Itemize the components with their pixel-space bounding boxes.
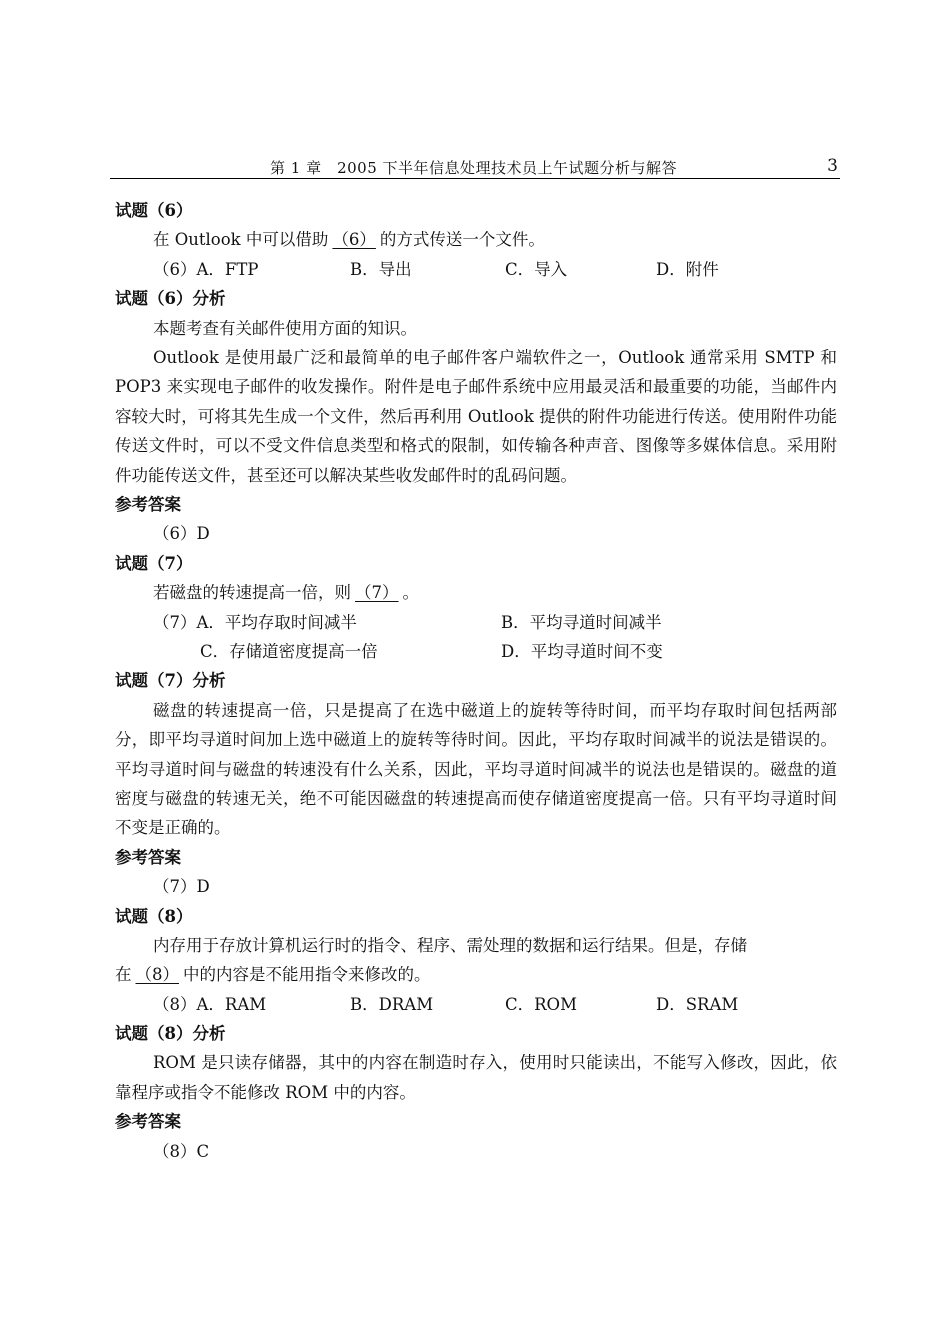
question-7-stem-after: 。 — [402, 583, 419, 603]
question-8-option-b: B．DRAM — [350, 994, 434, 1014]
question-7-answer-heading: 参考答案 — [115, 847, 181, 867]
question-8-blank: （8） — [135, 965, 179, 985]
question-7-option-b: B．平均寻道时间减半 — [501, 612, 662, 632]
question-7-analysis-heading: 试题（7）分析 — [115, 671, 226, 691]
question-6-option-d: D．附件 — [656, 259, 719, 279]
question-6-analysis-heading: 试题（6）分析 — [115, 289, 226, 309]
question-8-heading: 试题（8） — [115, 906, 193, 926]
question-7-options-row2 — [115, 637, 837, 666]
question-8-option-a: （8）A．RAM — [153, 994, 267, 1014]
question-6-stem-after: 的方式传送一个文件。 — [379, 230, 545, 250]
question-6-option-c: C．导入 — [505, 259, 568, 279]
question-6-stem-before: 在 Outlook 中可以借助 — [153, 230, 329, 250]
question-6-analysis-p2: Outlook 是使用最广泛和最简单的电子邮件客户端软件之一，Outlook 通常采用 SMTP 和 POP3 来实现电子邮件的收发操作。附件是电子邮件系统中应用最灵活和最重要的功能，当邮件内容较大时，可将其先生成一个文件，然后再利用 Outlook 提供的附件功能进行传送。使用附件功能传送文件时，可以不受文件信息类型和格式的限制，如传输各种声音、图像等多媒体信息。采用附件功能传送文件，甚至还可以解决某些收发邮件时的乱码问题。 — [115, 347, 837, 485]
question-8-stem-after: 中的内容是不能用指令来修改的。 — [183, 965, 431, 985]
header-title: 第 1 章 2005 下半年信息处理技术员上午试题分析与解答 — [270, 159, 678, 177]
question-8-option-d: D．SRAM — [656, 994, 739, 1014]
question-6-option-a: （6）A．FTP — [153, 259, 259, 279]
question-6-answer-heading: 参考答案 — [115, 494, 181, 514]
question-6-stem — [115, 225, 837, 254]
page-content — [115, 196, 837, 1166]
question-6-answer: （6）D — [153, 524, 210, 544]
question-7-analysis-p1: 磁盘的转速提高一倍，只是提高了在选中磁道上的旋转等待时间，而平均存取时间包括两部分，即平均寻道时间加上选中磁道上的旋转等待时间。因此，平均存取时间减半的说法是错误的。平均寻道时间与磁盘的转速没有什么关系，因此，平均寻道时间减半的说法也是错误的。磁盘的道密度与磁盘的转速无关，绝不可能因磁盘的转速提高而使存储道密度提高一倍。只有平均寻道时间不变是正确的。 — [115, 700, 837, 838]
question-7-option-a: （7）A．平均存取时间减半 — [153, 612, 357, 632]
question-8-options — [115, 990, 837, 1019]
question-8-answer-heading: 参考答案 — [115, 1112, 181, 1132]
question-8-analysis-heading: 试题（8）分析 — [115, 1024, 226, 1044]
question-8-analysis-p1: ROM 是只读存储器，其中的内容在制造时存入，使用时只能读出，不能写入修改，因此，依靠程序或指令不能修改 ROM 中的内容。 — [115, 1053, 837, 1102]
question-8-stem-line1: 内存用于存放计算机运行时的指令、程序、需处理的数据和运行结果。但是，存储 — [153, 935, 747, 955]
question-7-stem-before: 若磁盘的转速提高一倍，则 — [153, 583, 351, 603]
question-6-heading: 试题（6） — [115, 201, 193, 220]
question-6-analysis-p1: 本题考查有关邮件使用方面的知识。 — [153, 318, 417, 338]
question-6-option-b: B．导出 — [350, 259, 412, 279]
question-8-stem-before: 在 — [115, 965, 132, 985]
question-7-heading: 试题（7） — [115, 553, 193, 573]
question-7-option-c: C．存储道密度提高一倍 — [200, 641, 378, 661]
page-number: 3 — [827, 156, 838, 176]
question-6-options — [115, 255, 837, 284]
question-7-blank: （7） — [355, 583, 399, 603]
question-8-stem-line2 — [115, 960, 837, 989]
question-6-blank: （6） — [332, 230, 376, 250]
question-7-answer: （7）D — [153, 877, 210, 897]
question-8-option-c: C．ROM — [505, 994, 577, 1014]
question-8-answer: （8）C — [153, 1141, 210, 1161]
running-header — [110, 158, 840, 179]
question-7-options-row1 — [115, 608, 837, 637]
question-7-option-d: D．平均寻道时间不变 — [501, 641, 663, 661]
question-7-stem — [115, 578, 837, 607]
